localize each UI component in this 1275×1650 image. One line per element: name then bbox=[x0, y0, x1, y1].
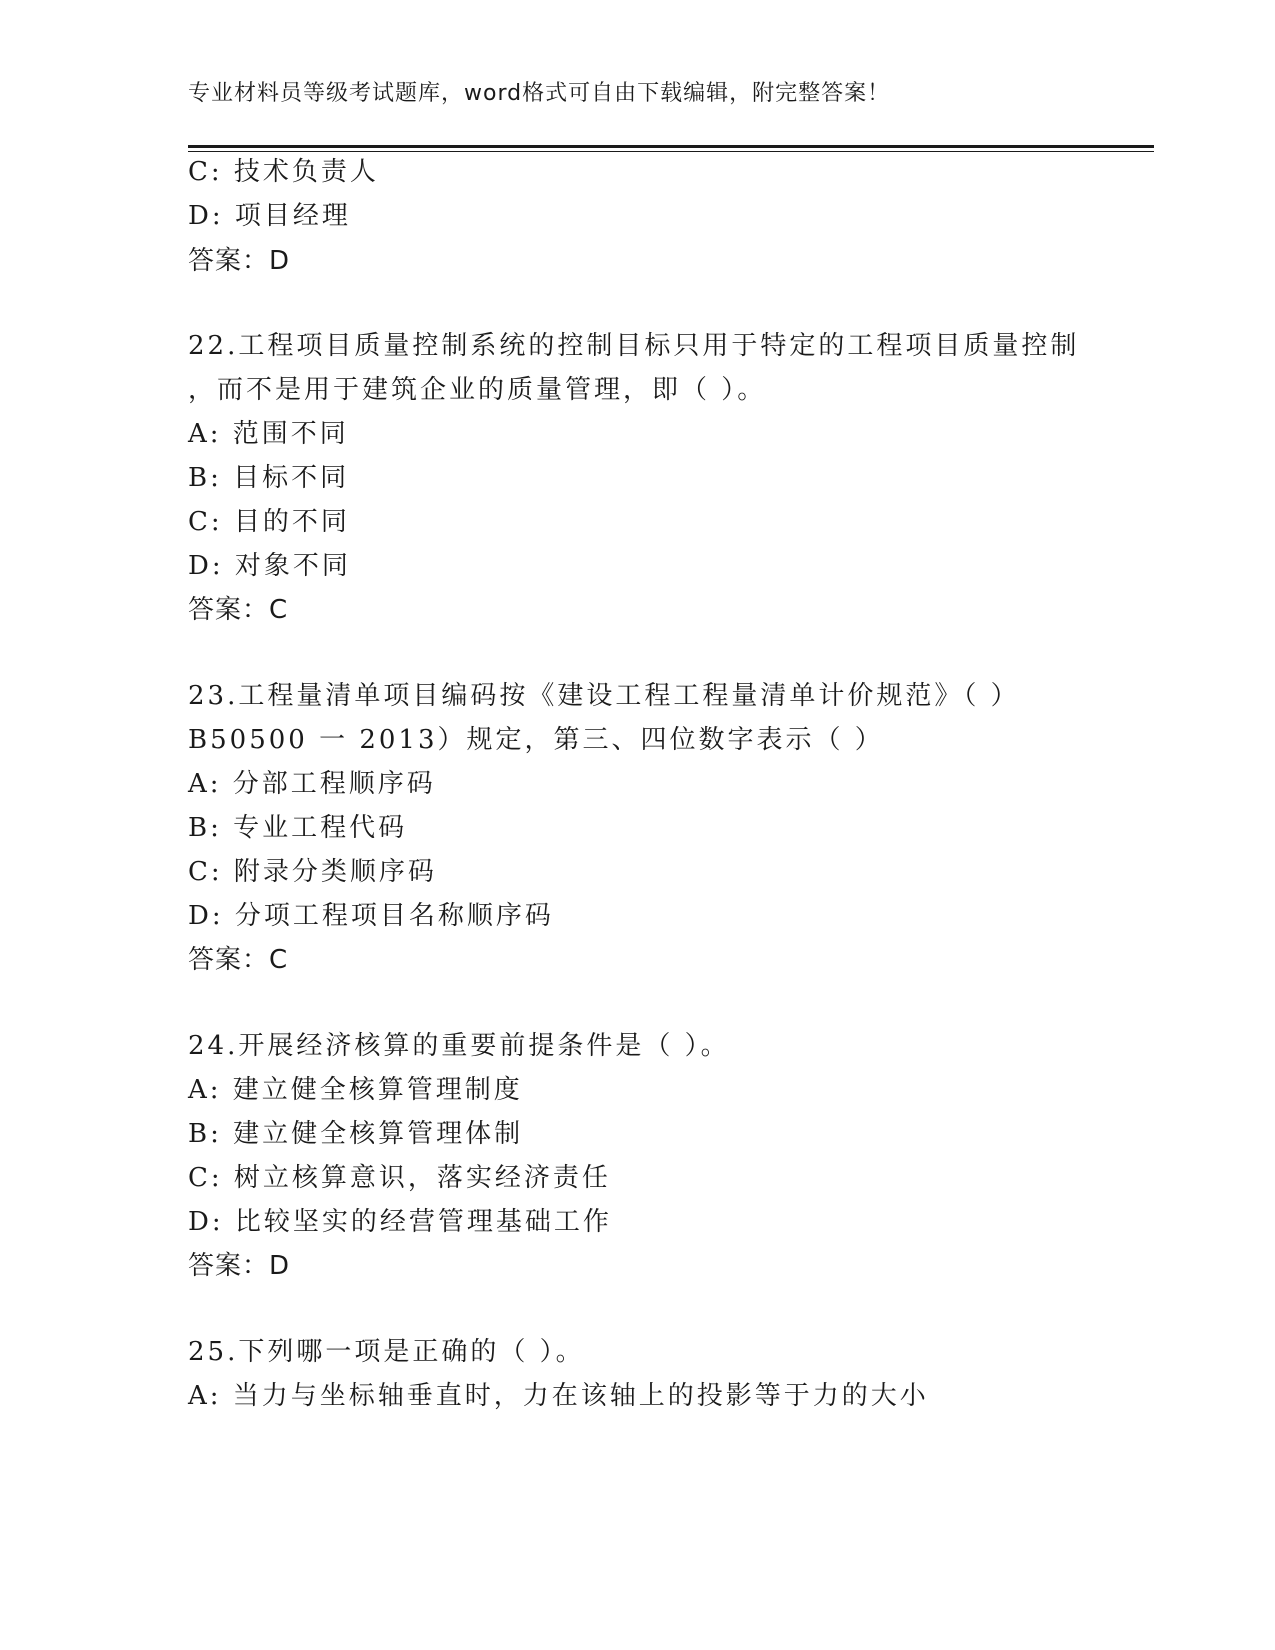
question-stem-line: 24.开展经济核算的重要前提条件是（ ）。 bbox=[188, 1031, 730, 1061]
option-d: D: 分项工程项目名称顺序码 bbox=[188, 901, 554, 931]
header-rule-thin bbox=[188, 151, 1154, 152]
option-d: D: 项目经理 bbox=[188, 201, 351, 231]
option-b: B: 目标不同 bbox=[188, 463, 350, 493]
option-c: C: 附录分类顺序码 bbox=[188, 857, 437, 887]
answer-line: 答案：D bbox=[188, 246, 291, 276]
question-stem-line: B50500 一 2013）规定，第三、四位数字表示（ ） bbox=[188, 725, 884, 755]
header-rule-thick bbox=[188, 145, 1154, 148]
answer-line: 答案：D bbox=[188, 1251, 291, 1281]
option-b: B: 建立健全核算管理体制 bbox=[188, 1119, 524, 1149]
question-stem-line: 25.下列哪一项是正确的（ ）。 bbox=[188, 1337, 585, 1367]
option-a: A: 建立健全核算管理制度 bbox=[188, 1075, 523, 1105]
option-a: A: 分部工程顺序码 bbox=[188, 769, 436, 799]
option-a: A: 当力与坐标轴垂直时，力在该轴上的投影等于力的大小 bbox=[188, 1381, 929, 1411]
question-stem-line: ，而不是用于建筑企业的质量管理，即（ ）。 bbox=[188, 375, 767, 405]
option-d: D: 对象不同 bbox=[188, 551, 351, 581]
answer-line: 答案：C bbox=[188, 595, 289, 625]
option-b: B: 专业工程代码 bbox=[188, 813, 408, 843]
question-stem-line: 22.工程项目质量控制系统的控制目标只用于特定的工程项目质量控制 bbox=[188, 331, 1080, 361]
option-a: A: 范围不同 bbox=[188, 419, 349, 449]
option-d: D: 比较坚实的经营管理基础工作 bbox=[188, 1207, 612, 1237]
option-c: C: 目的不同 bbox=[188, 507, 350, 537]
answer-line: 答案：C bbox=[188, 945, 289, 975]
header-text: 专业材料员等级考试题库，word格式可自由下载编辑，附完整答案！ bbox=[188, 81, 891, 106]
option-c: C: 树立核算意识，落实经济责任 bbox=[188, 1163, 611, 1193]
option-c: C: 技术负责人 bbox=[188, 157, 379, 187]
question-stem-line: 23.工程量清单项目编码按《建设工程工程量清单计价规范》（ ） bbox=[188, 681, 1020, 711]
